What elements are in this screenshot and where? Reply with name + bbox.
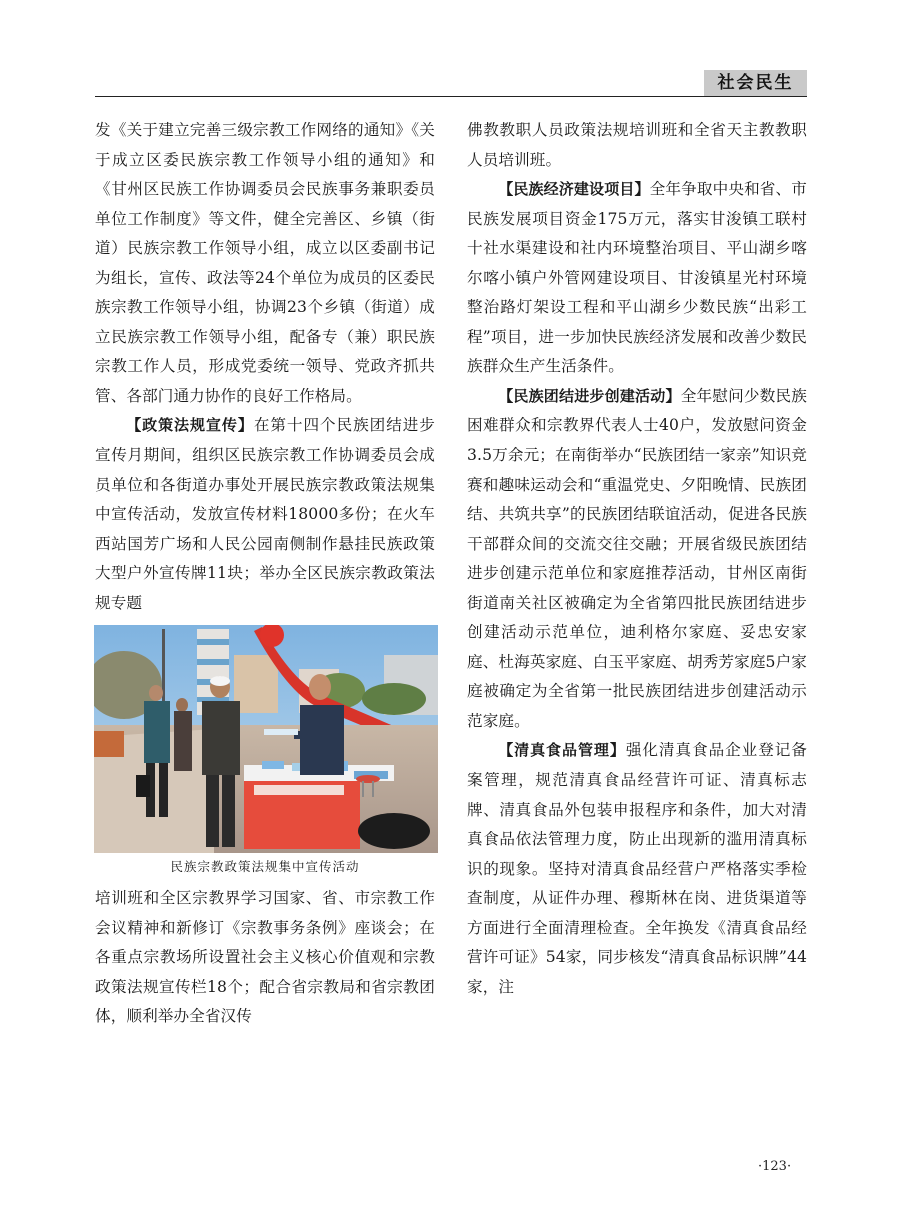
- paragraph-continuation: 佛教教职人员政策法规培训班和全省天主教教职人员培训班。: [467, 121, 807, 169]
- section-keyword: 【政策法规宣传】: [126, 416, 254, 435]
- section-keyword: 【清真食品管理】: [498, 741, 626, 760]
- paragraph-unity-activities: [467, 382, 807, 737]
- header-rule: [95, 96, 807, 97]
- paragraph-text: 在第十四个民族团结进步宣传月期间，组织区民族宗教工作协调委员会成员单位和各街道办事处开展民族宗教政策法规集中宣传活动，发放宣传材料18000多份；在火车西站国芳广场和人民公园南侧制作悬挂民族政策大型户外宣传牌11块；举办全区民族宗教政策法规专题: [95, 416, 435, 612]
- right-column: [467, 116, 807, 1002]
- paragraph-halal-management: [467, 736, 807, 1002]
- paragraph-text: 全年争取中央和省、市民族发展项目资金175万元，落实甘浚镇工联村十社水渠建设和社内环境整治项目、平山湖乡喀尔喀小镇户外管网建设项目、甘浚镇星光村环境整治路灯架设工程和平山湖乡少数民族“出彩工程”项目，进一步加快民族经济发展和改善少数民族群众生产生活条件。: [467, 180, 807, 376]
- paragraph-continuation: 发《关于建立完善三级宗教工作网络的通知》《关于成立区委民族宗教工作领导小组的通知》和《甘州区民族工作协调委员会民族事务兼职委员单位工作制度》等文件，健全完善区、乡镇（街道）民族宗教工作领导小组，成立以区委副书记为组长，宣传、政法等24个单位为成员的区委民族宗教工作领导小组，协调23个乡镇（街道）成立民族宗教工作领导小组，配备专（兼）职民族宗教工作人员，形成党委统一领导、党政齐抓共管、各部门通力协作的良好工作格局。: [95, 121, 435, 405]
- page-number: ·123·: [758, 1159, 792, 1174]
- paragraph-policy-publicity: [95, 411, 435, 618]
- publicity-event-photo: [94, 625, 438, 853]
- paragraph-text: 强化清真食品企业登记备案管理，规范清真食品经营许可证、清真标志牌、清真食品外包装申报程序和条件，加大对清真食品依法管理力度，防止出现新的滥用清真标识的现象。坚持对清真食品经营户严格落实季检查制度，从证件办理、穆斯林在岗、进货渠道等方面进行全面清理检查。全年换发《清真食品经营许可证》54家，同步核发“清真食品标识牌”44家，注: [467, 741, 807, 996]
- photo-caption: 民族宗教政策法规集中宣传活动: [170, 859, 360, 875]
- section-tag: 社会民生: [704, 70, 807, 96]
- paragraph-continuation: 培训班和全区宗教界学习国家、省、市宗教工作会议精神和新修订《宗教事务条例》座谈会；在各重点宗教场所设置社会主义核心价值观和宗教政策法规宣传栏18个；配合省宗教局和省宗教团体，顺利举办全省汉传: [95, 889, 435, 1026]
- paragraph-text: 全年慰问少数民族困难群众和宗教界代表人士40户，发放慰问资金3.5万余元；在南街举办“民族团结一家亲”知识竞赛和趣味运动会和“重温党史、夕阳晚情、民族团结、共筑共享”的民族团结联谊活动，促进各民族干部群众间的交流交往交融；开展省级民族团结进步创建示范单位和家庭推荐活动，甘州区南街街道南关社区被确定为全省第四批民族团结进步创建活动示范单位，迪利格尔家庭、妥忠安家庭、杜海英家庭、白玉平家庭、胡秀芳家庭5户家庭被确定为全省第一批民族团结进步创建活动示范家庭。: [467, 386, 807, 730]
- section-keyword: 【民族经济建设项目】: [498, 180, 650, 199]
- paragraph-economic-projects: [467, 175, 807, 382]
- section-keyword: 【民族团结进步创建活动】: [498, 386, 681, 405]
- photo-figure: [95, 625, 435, 876]
- left-column: [95, 116, 435, 1032]
